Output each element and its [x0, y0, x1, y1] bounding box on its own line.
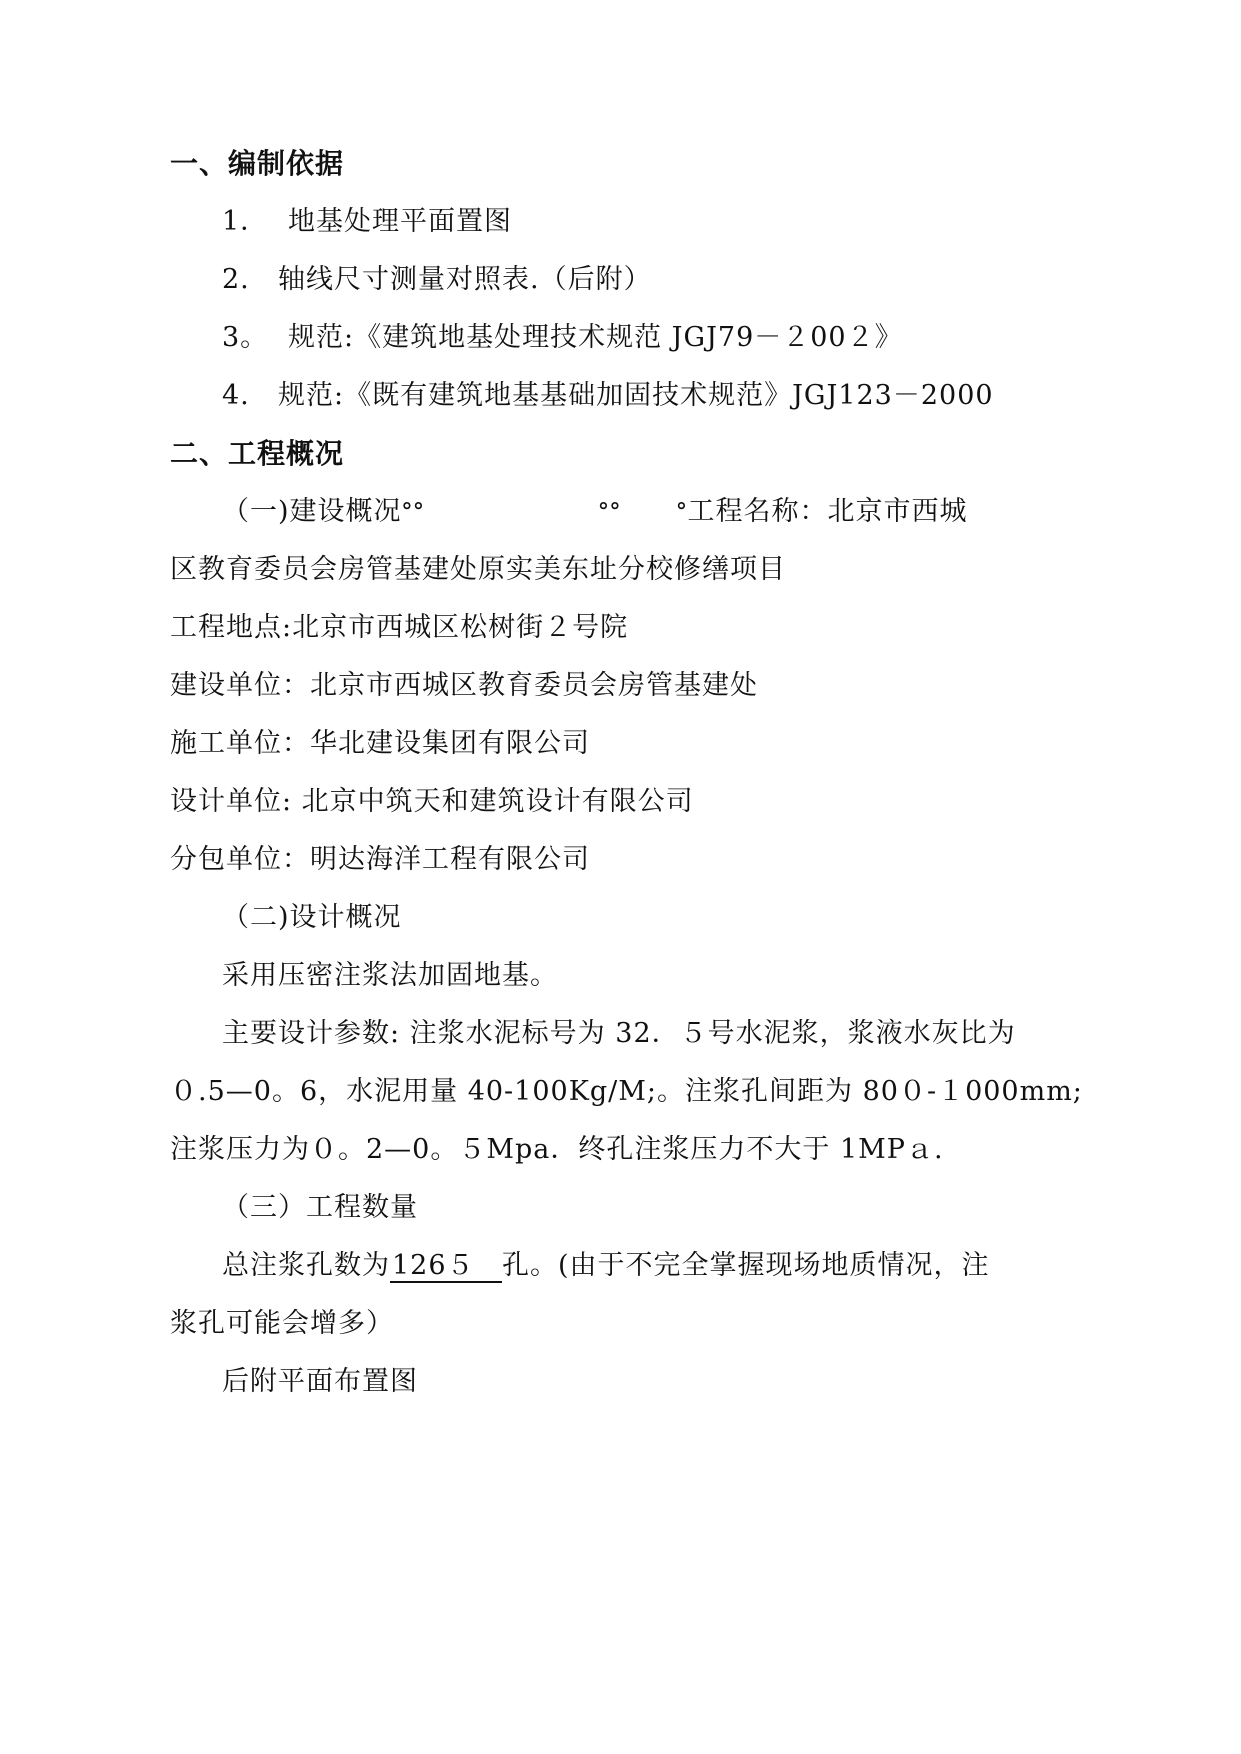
designer-unit: 设计单位: 北京中筑天和建筑设计有限公司 [170, 786, 694, 817]
section-1-heading: 一、编制依据 [170, 147, 345, 180]
owner-unit: 建设单位：北京市西城区教育委员会房管基建处 [170, 670, 758, 701]
stray-marks-c: ᐤ [676, 496, 688, 527]
basis-item-text: 地基处理平面置图 [288, 206, 512, 237]
basis-item-3 [222, 320, 903, 356]
grout-hole-count-suffix: 孔。(由于不完全掌握现场地质情况，注 [502, 1250, 990, 1281]
construction-overview-line [222, 494, 425, 530]
grout-hole-count-line [222, 1248, 990, 1284]
basis-item-number: 3。 [222, 322, 269, 353]
basis-item-number: 1． [222, 206, 269, 237]
basis-item-text: 规范:《建筑地基处理技术规范 JGJ79－２00２》 [288, 322, 903, 353]
basis-item-number: 2. [222, 264, 250, 295]
grout-hole-count-continued: 浆孔可能会增多） [170, 1308, 394, 1339]
construction-overview-heading: （一)建设概况 [222, 496, 402, 527]
basis-item-2 [222, 262, 652, 298]
basis-item-4 [222, 378, 994, 414]
quantity-heading: （三）工程数量 [222, 1192, 418, 1223]
grout-hole-count-value: 126５ [390, 1251, 502, 1283]
section-2-heading: 二、工程概况 [170, 437, 345, 470]
basis-item-1 [222, 204, 512, 240]
design-params-line-2: ０.5—0。6，水泥用量 40-100Kg/M;。注浆孔间距为 80０-１000mm; [170, 1076, 1083, 1107]
grout-hole-count-prefix: 总注浆孔数为 [222, 1250, 390, 1281]
stray-marks: ᐤᐤ [401, 496, 425, 527]
basis-item-text: 轴线尺寸测量对照表.（后附） [278, 264, 652, 295]
design-params-line-3: 注浆压力为０。2—0。５Mpa．终孔注浆压力不大于 1MPａ. [170, 1134, 944, 1165]
project-location: 工程地点:北京市西城区松树街２号院 [170, 612, 629, 643]
project-name-label: 工程名称：北京市西城 [687, 496, 968, 527]
stray-marks-b: ᐤᐤ [598, 496, 622, 527]
appendix-note: 后附平面布置图 [222, 1366, 418, 1397]
reinforcement-method: 采用压密注浆法加固地基。 [222, 960, 558, 991]
project-name-continued: 区教育委员会房管基建处原实美东址分校修缮项目 [170, 554, 786, 585]
contractor-unit: 施工单位：华北建设集团有限公司 [170, 728, 590, 759]
design-params-line-1: 主要设计参数: 注浆水泥标号为 32．５号水泥浆，浆液水灰比为 [222, 1018, 1016, 1049]
basis-item-number: 4. [222, 380, 250, 411]
design-overview-heading: （二)设计概况 [222, 902, 402, 933]
project-name-line [676, 494, 968, 530]
subcontractor-unit: 分包单位：明达海洋工程有限公司 [170, 844, 590, 875]
basis-item-text: 规范:《既有建筑地基基础加固技术规范》JGJ123－2000 [278, 380, 994, 411]
